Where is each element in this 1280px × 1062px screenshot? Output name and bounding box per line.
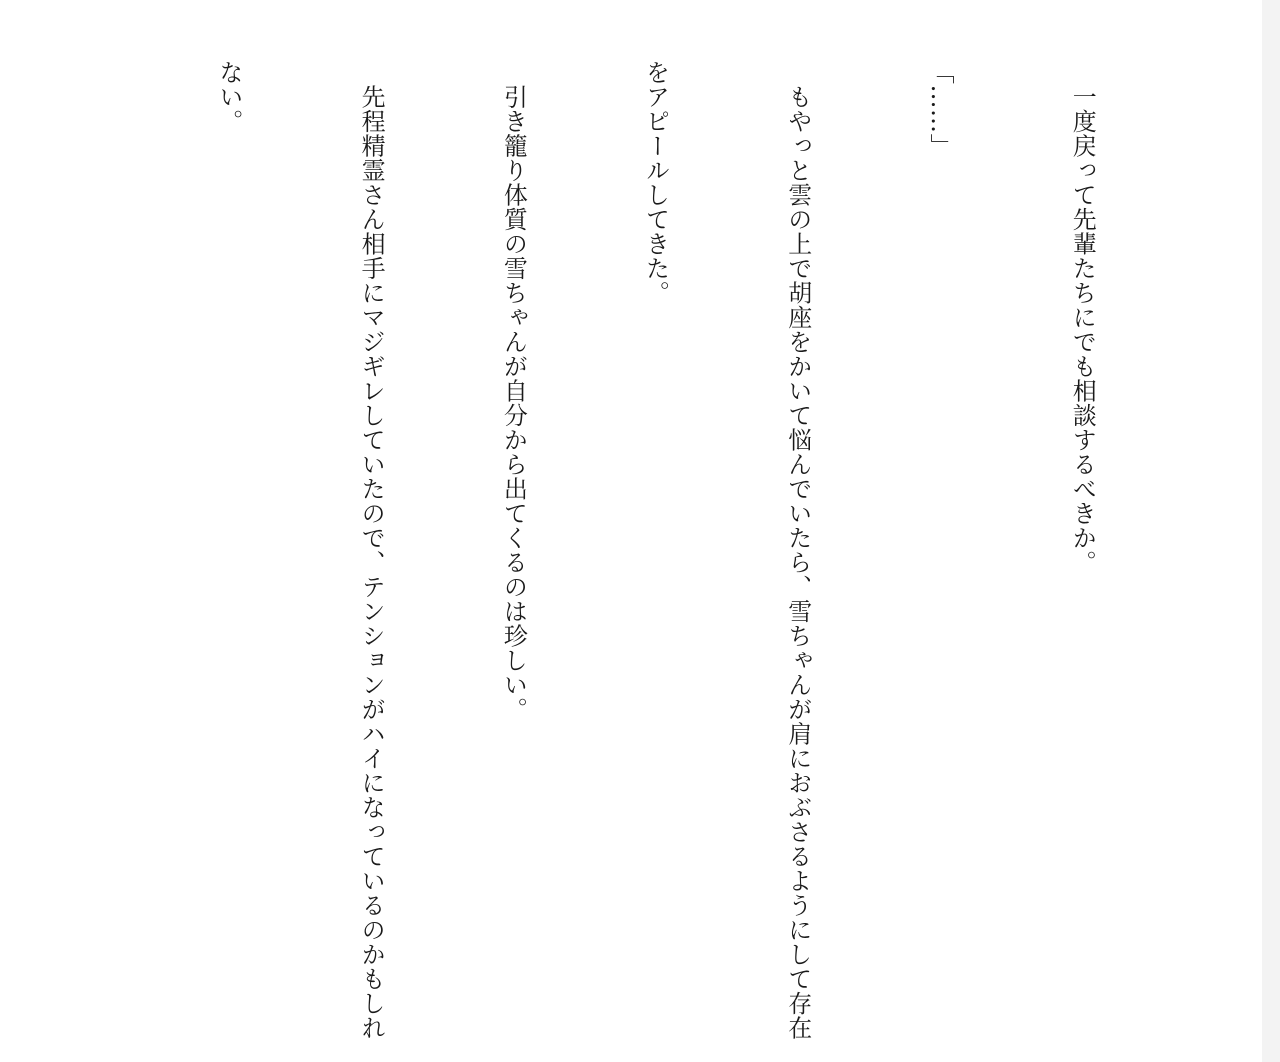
text-line: 「……」: [925, 60, 954, 158]
text-line: 引き籠り体質の雪ちゃんが自分から出てくるのは珍しい。: [499, 60, 528, 722]
blank-line: [62, 60, 109, 1040]
text-line: 一度戻って先輩たちにでも相談するべきか。: [1068, 60, 1097, 575]
text-line: 先程精霊さん相手にマジギレしていたので、テンションがハイになっているのかもしれ: [357, 60, 386, 1040]
text-line: もやっと雲の上で胡座をかいて悩んでいたら、雪ちゃんが肩におぶさるようにして存在: [783, 60, 812, 1040]
text-line: をアピールしてきた。: [641, 60, 670, 305]
vertical-text-body: [0, 60, 1200, 1040]
text-line: ない。: [214, 60, 243, 134]
